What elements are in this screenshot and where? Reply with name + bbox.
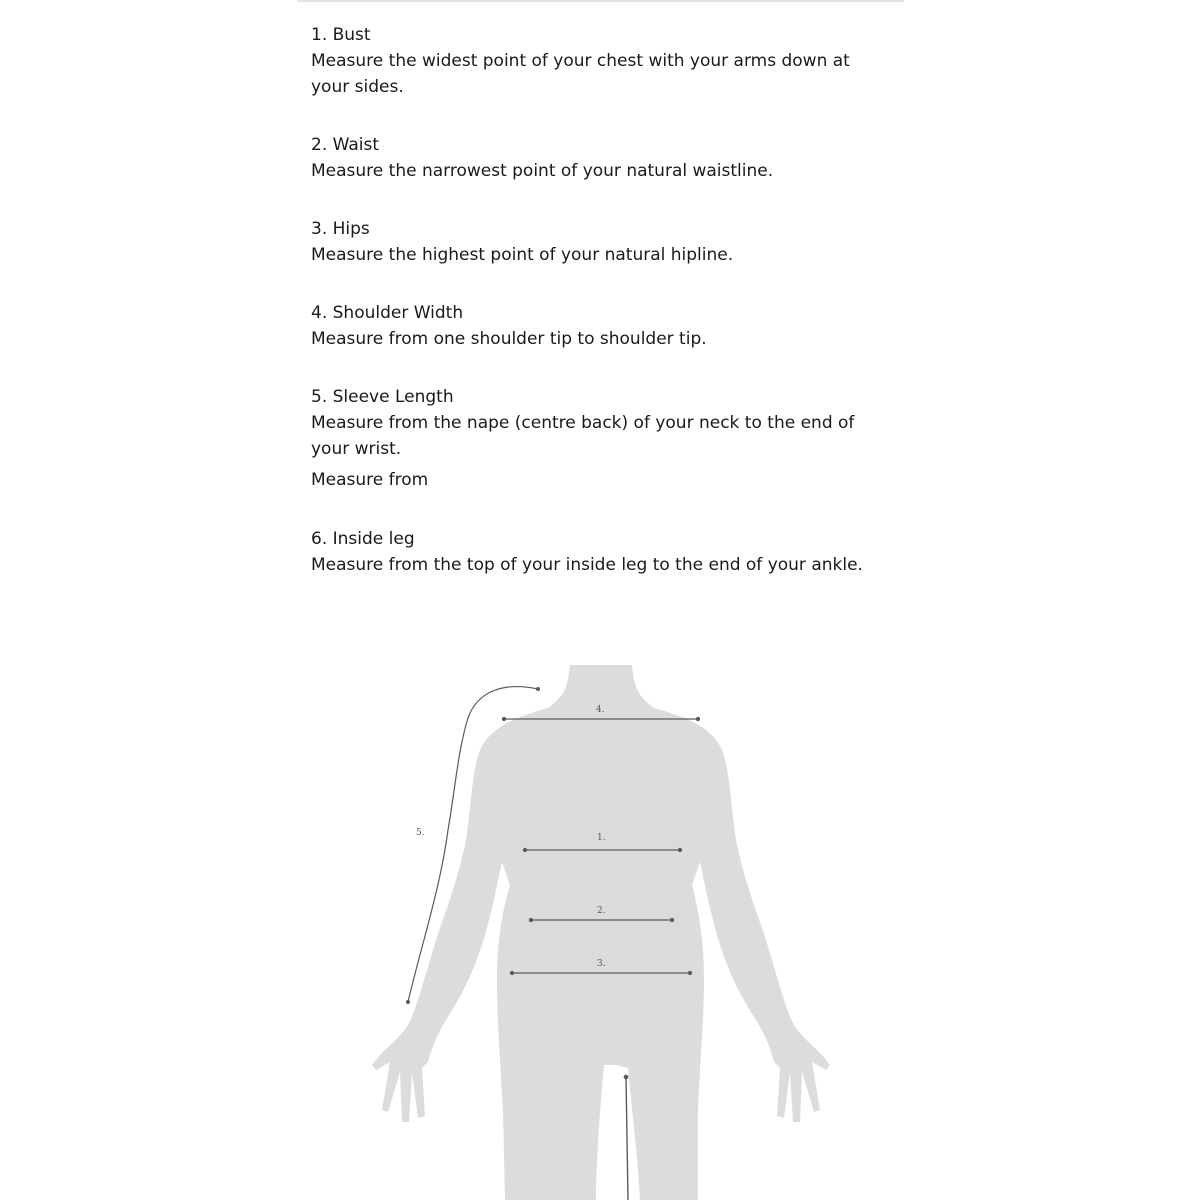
measurement-title: 6. Inside leg [311,529,415,549]
measurement-title: 4. Shoulder Width [311,303,464,323]
measurement-title: 5. Sleeve Length [311,387,454,407]
bust-number: 1. [597,833,606,843]
measurement-description: Measure the widest point of your chest with your arms down at your sides. [311,51,850,97]
measurement-item-shoulder-width [311,300,881,384]
measurement-extra-note: Measure from [311,470,429,490]
inside-leg-line [626,1077,628,1200]
measurement-item-bust [311,22,881,132]
measurement-title: 2. Waist [311,135,380,155]
measurement-description: Measure from the nape (centre back) of your neck to the end of your wrist. [311,413,855,459]
sleeve-length-number: 5. [416,828,425,838]
body-measurement-figure [0,640,1200,1200]
body-silhouette-diagram [0,640,1200,1200]
measurement-item-sleeve-length [311,384,881,526]
measurement-item-inside-leg [311,526,881,586]
measurement-description: Measure from the top of your inside leg to the end of your ankle. [311,555,863,575]
hips-number: 3. [597,959,606,969]
measurement-description: Measure from one shoulder tip to shoulder tip. [311,329,707,349]
measurement-title: 3. Hips [311,219,370,239]
top-divider [297,0,904,2]
measurement-title: 1. Bust [311,25,371,45]
measurement-item-hips [311,216,881,300]
measurement-description: Measure the narrowest point of your natural waistline. [311,161,774,181]
measurement-guide [311,22,881,586]
measurement-description: Measure the highest point of your natural hipline. [311,245,734,265]
shoulder-width-number: 4. [596,705,605,715]
waist-number: 2. [597,906,606,916]
measurement-item-waist [311,132,881,216]
